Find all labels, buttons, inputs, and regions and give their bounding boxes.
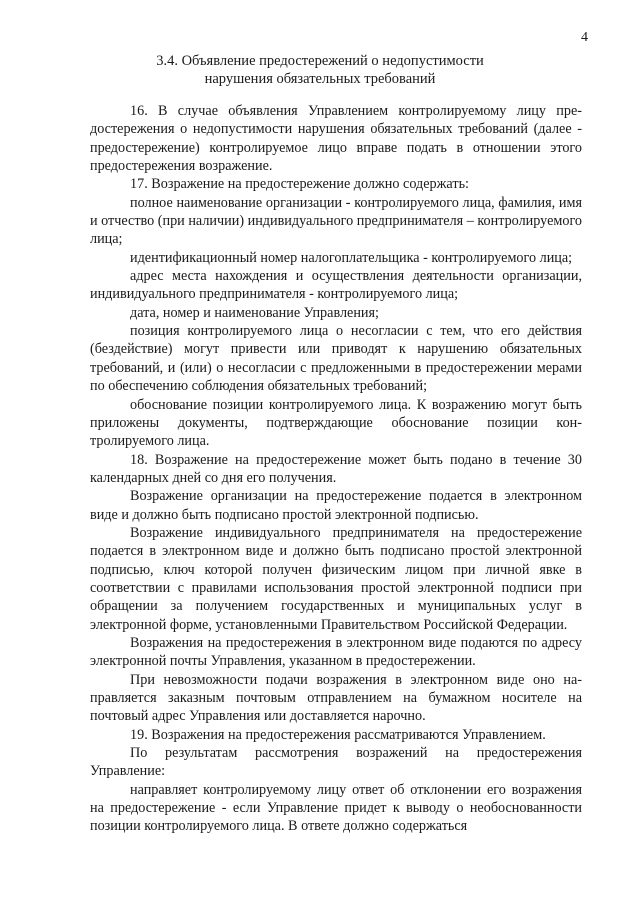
paragraph: направляет контролируемому лицу ответ об отклонении его возражения на предостережение - если Управление придет к выводу о необоснованности позиции контролируемого лица. В ответе должно содержаться	[90, 781, 582, 835]
paragraph: позиция контролируемого лица о несогласии с тем, что его действия (бездействие) могут привести или приводят к нарушению обязательных требований, и (или) о несогласии с предложенными в предостережении мерами по обеспечению соблюдения обязательных требований;	[90, 323, 582, 395]
paragraph: 18. Возражение на предостережение может быть подано в течение 30 календарных дней со дня его получения.	[90, 451, 582, 486]
paragraph: Возражения на предостережения в электронном виде подаются по адресу электронной почты Управления, указанном в предостережении.	[90, 634, 582, 670]
document-body	[90, 102, 582, 836]
paragraph: При невозможности подачи возражения в электронном виде оно направляется заказным почтовым отправлением на бумажном носителе на почтовый адрес Управления или доставляется нарочно.	[90, 671, 582, 725]
paragraph: полное наименование организации - контролируемого лица, фамилия, имя и отчество (при наличии) индивидуального предпринимателя – контролируемого лица;	[90, 194, 583, 248]
section-title-line: 3.4. Объявление предостережений о недопустимости	[156, 53, 484, 69]
paragraph: 16. В случае объявления Управлением контролируемому лицу предостережения о недопустимости нарушения обязательных требований (далее - предостережение) контролируемое лицо вправе подать в отношении этого предостережения возражение.	[90, 103, 582, 175]
paragraph: По результатам рассмотрения возражений на предостережения Управление:	[90, 745, 582, 780]
paragraph: Возражение индивидуального предпринимателя на предостережение подается в электронном виде и должно быть подписано простой электронной подписью, ключ которой получен физическим лицом при личной явке в соответствии с правилами использования простой электронной подписи при обращении за получением государственных и муниципальных услуг в электронной форме, установленными Правительством Российской Федерации.	[90, 524, 582, 633]
section-title-line: нарушения обязательных требований	[204, 71, 436, 87]
section-title	[90, 52, 550, 88]
paragraph: Возражение организации на предостережение подается в электронном виде и должно быть подписано простой электронной подписью.	[90, 488, 582, 523]
page-number: 4	[581, 30, 588, 45]
paragraph: 17. Возражение на предостережение должно содержать:	[130, 176, 469, 193]
paragraph: адрес места нахождения и осуществления деятельности организации, индивидуального предпринимателя - контролируемого лица;	[90, 268, 582, 303]
paragraph: идентификационный номер налогоплательщика - контролируемого лица;	[130, 249, 573, 266]
paragraph: обоснование позиции контролируемого лица. К возражению могут быть приложены документы, подтверждающие обоснование позиции контролируемого лица.	[90, 396, 582, 450]
paragraph: дата, номер и наименование Управления;	[130, 304, 379, 321]
paragraph: 19. Возражения на предостережения рассматриваются Управлением.	[130, 726, 546, 743]
